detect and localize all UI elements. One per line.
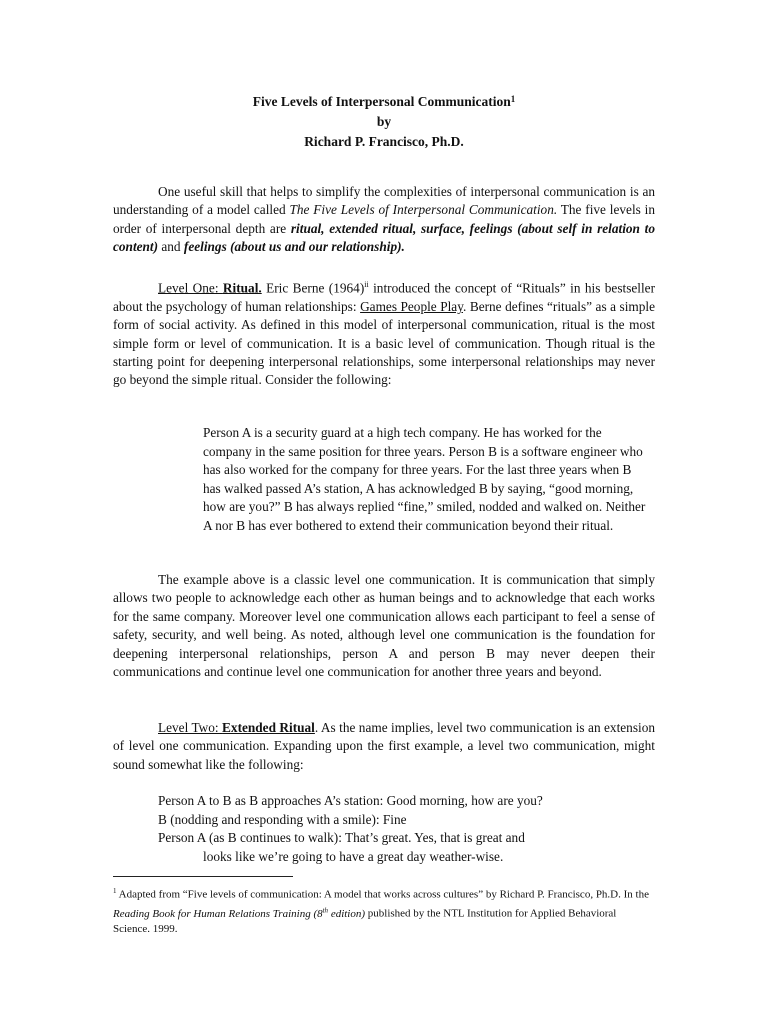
title-footnote-mark: 1 (510, 94, 516, 104)
level-one-text-2: introduced the concept of “Rituals” in his bestseller about the psychology of human relationships: (113, 280, 655, 314)
footnote-divider (113, 876, 293, 877)
levels-list-b: feelings (about us and our relationship). (183, 239, 405, 255)
footnote-mark: 1 (113, 887, 117, 895)
dialogue-line-3: Person A (as B continues to walk): That’s great. Yes, that is great and (158, 830, 525, 846)
level-one-text-1: Eric Berne (1964) (261, 280, 365, 296)
level-two-text: . As the name implies, level two communication is an extension of level one communication. Expanding upon the first example, a level two communication, might sound somewhat like the following: (113, 720, 655, 772)
author-name: Richard P. Francisco, Ph.D. (304, 134, 464, 149)
footnote-text-2: published by the NTL Institution for Applied Behavioral Science. 1999. (113, 907, 617, 936)
dialogue-line-4: looks like we’re going to have a great day weather-wise. (203, 848, 504, 864)
level-two-heading (158, 720, 315, 735)
level-one-paragraph (113, 276, 655, 390)
model-name: The Five Levels of Interpersonal Communication. (289, 202, 558, 218)
document-title (0, 92, 768, 112)
explanation-text: The example above is a classic level one communication. It is communication that simply allows two people to acknowledge each other as human beings and to acknowledge that each works for the same company. Moreover level one communication allows each participant to feel a sense of safety, security, and well being. As noted, although level one communication is the foundation for deepening interpersonal relationships, person A and person B may never deepen their communications and continue level one communication for another three years and beyond. (113, 572, 655, 680)
level-two-paragraph (113, 719, 655, 774)
book-title-games-people-play: Games People Play (360, 298, 463, 314)
example-block-quote: Person A is a security guard at a high tech company. He has worked for the company in the same position for three years. Person B is a software engineer who has also worked for the company for three years. For the last three years when B has walked passed A’s station, A has acknowledged B by saying, “good morning, how are you?” B has always replied “fine,” smiled, nodded and walked on. Neither A nor B has ever bothered to extend their communication beyond their ritual. (203, 425, 646, 533)
intro-paragraph (113, 183, 655, 257)
footnote-text-1: Adapted from “Five levels of communication: A model that works across cultures” by Richard P. Francisco, Ph.D. In the (116, 888, 649, 901)
level-one-name: Ritual. (222, 280, 262, 296)
dialogue-line-2: B (nodding and responding with a smile): Fine (158, 811, 407, 827)
footnote-book-name: Reading Book for Human Relations Training (8 (113, 907, 323, 920)
level-one-endnote-mark: ii (364, 280, 369, 289)
footnote-book-title (113, 908, 365, 920)
title-text: Five Levels of Interpersonal Communication (252, 94, 511, 109)
dialogue-line-1: Person A to B as B approaches A’s station: Good morning, how are you? (158, 793, 543, 808)
levels-list-a: ritual, extended ritual, surface, feelings (about self in relation to content) (113, 220, 655, 255)
level-one-text-3: . Berne defines “rituals” as a simple form of social activity. As defined in this model of interpersonal communication, ritual is the most simple form or level of communication. It is a basic level of communication. Though ritual is the starting point for deepening interpersonal relationships, some interpersonal relationships may never go beyond the simple ritual. Consider the following: (113, 298, 656, 388)
intro-text-1: One useful skill that helps to simplify the complexities of interpersonal communication is an understanding of a model called (113, 184, 655, 218)
intro-and: and (158, 239, 184, 255)
footnote-edition-word: edition) (328, 907, 366, 920)
level-two-label: Level Two: (158, 720, 223, 735)
intro-text-2: The five levels in order of interpersonal depth are (113, 202, 655, 236)
footnote (113, 884, 653, 938)
footnote-edition-suffix: th (322, 906, 329, 915)
byline-by: by (376, 114, 392, 129)
level-one-heading (158, 280, 262, 295)
level-two-name: Extended Ritual (222, 720, 315, 735)
explanation-paragraph (113, 571, 655, 681)
document-header (0, 92, 768, 152)
dialogue-example (158, 792, 658, 866)
level-one-label: Level One: (158, 280, 223, 296)
